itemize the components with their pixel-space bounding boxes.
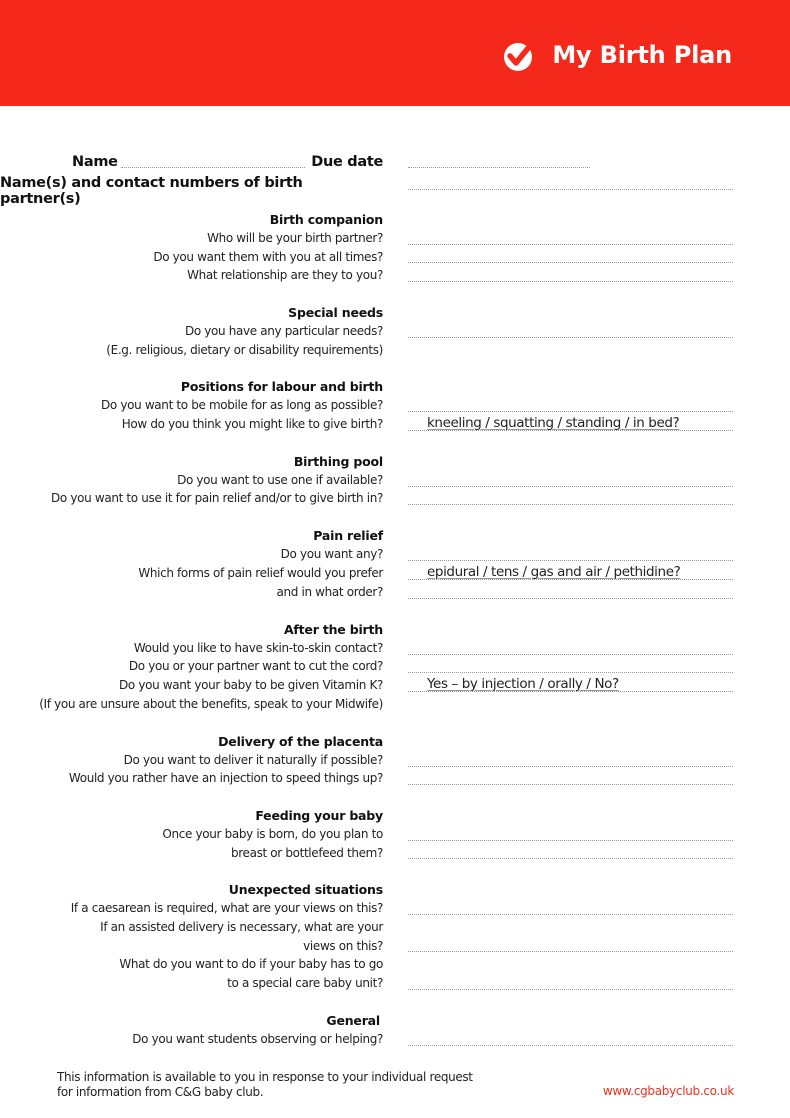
question-label: Do you want them with you at all times?	[153, 250, 383, 264]
checkmark-circle-icon	[502, 37, 538, 73]
question-label: breast or bottlefeed them?	[230, 846, 383, 860]
section-heading-feeding: Feeding your baby	[255, 808, 383, 823]
question-label: What relationship are they to you?	[187, 268, 383, 282]
due-date-field[interactable]	[408, 167, 590, 168]
answer-field-deliver-naturally[interactable]	[408, 766, 733, 767]
question-label: Once your baby is born, do you plan to	[162, 827, 383, 841]
footer-disclaimer	[57, 1070, 473, 1100]
answer-field-pool-purpose[interactable]	[408, 504, 733, 505]
question-label: Would you like to have skin-to-skin contact?	[133, 641, 383, 655]
question-label: Do you want students observing or helping?	[132, 1032, 383, 1046]
section-heading-birthing-pool: Birthing pool	[293, 454, 383, 469]
answer-prompt-birth-positions: kneeling / squatting / standing / in bed?	[427, 415, 680, 431]
page-title: My Birth Plan	[552, 41, 732, 69]
question-label: Do you or your partner want to cut the cord?	[128, 659, 383, 673]
answer-field-mobile[interactable]	[408, 411, 733, 412]
question-label: Do you want your baby to be given Vitamin K?	[118, 678, 383, 692]
footer-disclaimer-line-2: for information from C&G baby club.	[57, 1085, 264, 1099]
birth-partner-contacts-field[interactable]	[408, 189, 733, 190]
answer-field-assisted-delivery[interactable]	[408, 951, 733, 952]
section-heading-pain-relief: Pain relief	[313, 528, 383, 543]
question-label: Do you have any particular needs?	[184, 324, 383, 338]
section-heading-after-birth: After the birth	[283, 622, 383, 637]
footer-website-link[interactable]: www.cgbabyclub.co.uk	[602, 1084, 734, 1098]
answer-field-caesarean[interactable]	[408, 914, 733, 915]
answer-field-injection[interactable]	[408, 784, 733, 785]
answer-field-use-pool[interactable]	[408, 486, 733, 487]
answer-field-pain-relief-forms[interactable]	[408, 579, 733, 580]
section-heading-birth-companion: Birth companion	[269, 212, 383, 227]
question-label: Would you rather have an injection to speed things up?	[68, 771, 383, 785]
answer-prompt-pain-relief: epidural / tens / gas and air / pethidine?	[427, 564, 681, 580]
question-label: What do you want to do if your baby has to go	[119, 957, 383, 971]
section-heading-positions: Positions for labour and birth	[180, 379, 383, 394]
answer-field-skin-to-skin[interactable]	[408, 654, 733, 655]
answer-field-pain-relief-any[interactable]	[408, 560, 733, 561]
header-banner	[0, 0, 790, 106]
answer-field-birth-position[interactable]	[408, 430, 733, 431]
answer-field-vitamin-k[interactable]	[408, 691, 733, 692]
question-label: Do you want to be mobile for as long as possible?	[101, 398, 383, 412]
question-note: (E.g. religious, dietary or disability requirements)	[106, 343, 383, 357]
answer-field-students[interactable]	[408, 1045, 733, 1046]
answer-field-particular-needs[interactable]	[408, 337, 733, 338]
answer-field-cut-cord[interactable]	[408, 672, 733, 673]
due-date-label: Due date	[311, 154, 383, 170]
question-label: Do you want to use it for pain relief and/or to give birth in?	[51, 491, 383, 505]
answer-field-feeding-plan[interactable]	[408, 840, 733, 841]
answer-field-breast-or-bottle[interactable]	[408, 858, 733, 859]
answer-field-birth-partner[interactable]	[408, 244, 733, 245]
question-label: If an assisted delivery is necessary, what are your	[100, 920, 383, 934]
answer-field-relationship[interactable]	[408, 281, 733, 282]
section-heading-unexpected: Unexpected situations	[228, 882, 383, 897]
section-heading-general: General	[326, 1013, 380, 1028]
footer-disclaimer-line-1: This information is available to you in response to your individual request	[57, 1070, 473, 1084]
question-label: views on this?	[303, 939, 383, 953]
question-label: Do you want to deliver it naturally if possible?	[123, 753, 383, 767]
question-note: (If you are unsure about the benefits, speak to your Midwife)	[39, 697, 383, 711]
question-label: Who will be your birth partner?	[207, 231, 383, 245]
question-label: and in what order?	[276, 585, 383, 599]
header-title-group	[502, 34, 732, 76]
question-label: How do you think you might like to give birth?	[121, 417, 383, 431]
birth-partner-contacts-label: Name(s) and contact numbers of birth partner(s)	[0, 175, 303, 207]
answer-field-pain-relief-order[interactable]	[408, 598, 733, 599]
question-label: Do you want any?	[280, 547, 383, 561]
answer-field-with-you-all-times[interactable]	[408, 262, 733, 263]
answer-prompt-vitamin-k: Yes – by injection / orally / No?	[427, 676, 619, 692]
answer-field-special-care[interactable]	[408, 989, 733, 990]
question-label: Which forms of pain relief would you prefer	[138, 566, 383, 580]
section-heading-special-needs: Special needs	[288, 305, 383, 320]
section-heading-placenta: Delivery of the placenta	[218, 734, 383, 749]
question-label: If a caesarean is required, what are your views on this?	[70, 901, 383, 915]
name-label: Name	[72, 154, 118, 170]
question-label: Do you want to use one if available?	[177, 473, 383, 487]
question-label: to a special care baby unit?	[227, 976, 383, 990]
name-field[interactable]	[121, 167, 305, 168]
